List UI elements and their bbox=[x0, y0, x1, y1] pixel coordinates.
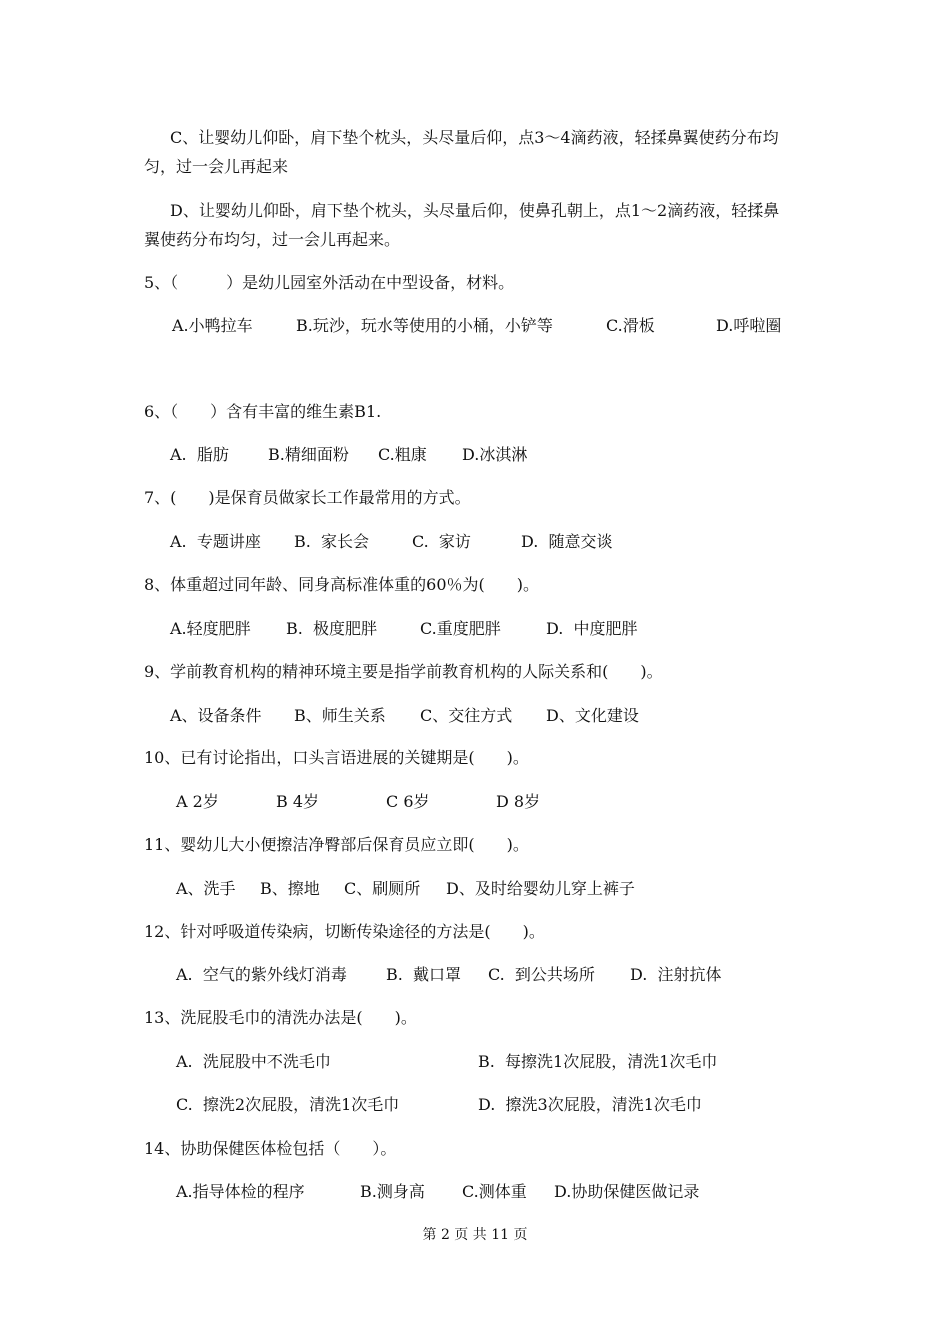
option-c-line-1: C、让婴幼儿仰卧，肩下垫个枕头，头尽量后仰，点3～4滴药液，轻揉鼻翼使药分布均 bbox=[170, 128, 779, 147]
q9-option-c: C、交往方式 bbox=[420, 706, 513, 725]
q11-option-d: D、及时给婴幼儿穿上裤子 bbox=[446, 879, 635, 898]
q8-option-d: D. 中度肥胖 bbox=[546, 619, 638, 638]
question-8: 8、体重超过同年龄、同身高标准体重的60％为( )。 bbox=[144, 575, 540, 594]
option-c-line-2: 匀，过一会儿再起来 bbox=[144, 157, 289, 176]
q13-option-a: A. 洗屁股中不洗毛巾 bbox=[176, 1052, 331, 1071]
q5-option-d: D.呼啦圈 bbox=[716, 316, 782, 335]
q14-option-d: D.协助保健医做记录 bbox=[554, 1182, 700, 1201]
question-13: 13、洗屁股毛巾的清洗办法是( )。 bbox=[144, 1008, 417, 1027]
q12-option-c: C. 到公共场所 bbox=[488, 965, 595, 984]
q13-option-d: D. 擦洗3次屁股，清洗1次毛巾 bbox=[478, 1095, 702, 1114]
q10-option-a: A 2岁 bbox=[176, 792, 219, 811]
q11-option-a: A、洗手 bbox=[176, 879, 236, 898]
q11-option-b: B、擦地 bbox=[260, 879, 320, 898]
q5-option-c: C.滑板 bbox=[606, 316, 655, 335]
q7-option-b: B. 家长会 bbox=[294, 532, 370, 551]
q9-option-a: A、设备条件 bbox=[170, 706, 262, 725]
q10-option-c: C 6岁 bbox=[386, 792, 430, 811]
q12-option-a: A. 空气的紫外线灯消毒 bbox=[176, 965, 347, 984]
q7-option-c: C. 家访 bbox=[412, 532, 471, 551]
question-6: 6、（ ）含有丰富的维生素B1. bbox=[144, 402, 382, 421]
question-9: 9、学前教育机构的精神环境主要是指学前教育机构的人际关系和( )。 bbox=[144, 662, 663, 681]
q8-option-c: C.重度肥胖 bbox=[420, 619, 501, 638]
q12-option-b: B. 戴口罩 bbox=[386, 965, 462, 984]
q14-option-b: B.测身高 bbox=[360, 1182, 425, 1201]
q7-option-d: D. 随意交谈 bbox=[521, 532, 613, 551]
q5-option-b: B.玩沙，玩水等使用的小桶，小铲等 bbox=[296, 316, 553, 335]
q12-option-d: D. 注射抗体 bbox=[630, 965, 722, 984]
q10-option-b: B 4岁 bbox=[276, 792, 320, 811]
question-10: 10、已有讨论指出，口头言语进展的关键期是( )。 bbox=[144, 748, 529, 767]
q7-option-a: A. 专题讲座 bbox=[170, 532, 261, 551]
q8-option-a: A.轻度肥胖 bbox=[170, 619, 251, 638]
option-d-line-1: D、让婴幼儿仰卧，肩下垫个枕头，头尽量后仰，使鼻孔朝上，点1～2滴药液，轻揉鼻 bbox=[170, 201, 780, 220]
q13-option-b: B. 每擦洗1次屁股，清洗1次毛巾 bbox=[478, 1052, 718, 1071]
question-7: 7、( )是保育员做家长工作最常用的方式。 bbox=[144, 488, 471, 507]
q5-option-a: A.小鸭拉车 bbox=[172, 316, 253, 335]
q9-option-d: D、文化建设 bbox=[546, 706, 639, 725]
q14-option-a: A.指导体检的程序 bbox=[176, 1182, 305, 1201]
q10-option-d: D 8岁 bbox=[496, 792, 541, 811]
page-footer: 第 2 页 共 11 页 bbox=[422, 1227, 528, 1243]
q11-option-c: C、刷厕所 bbox=[344, 879, 421, 898]
q6-option-d: D.冰淇淋 bbox=[462, 445, 528, 464]
question-11: 11、婴幼儿大小便擦洁净臀部后保育员应立即( )。 bbox=[144, 835, 529, 854]
q9-option-b: B、师生关系 bbox=[294, 706, 386, 725]
q6-option-c: C.粗康 bbox=[378, 445, 427, 464]
q6-option-b: B.精细面粉 bbox=[268, 445, 349, 464]
option-d-line-2: 翼使药分布均匀，过一会儿再起来。 bbox=[144, 230, 401, 249]
q8-option-b: B. 极度肥胖 bbox=[286, 619, 378, 638]
q6-option-a: A. 脂肪 bbox=[170, 445, 229, 464]
question-12: 12、针对呼吸道传染病，切断传染途径的方法是( )。 bbox=[144, 922, 545, 941]
q14-option-c: C.测体重 bbox=[462, 1182, 527, 1201]
question-14: 14、协助保健医体检包括（ ）。 bbox=[144, 1139, 397, 1158]
question-5: 5、（ ）是幼儿园室外活动在中型设备，材料。 bbox=[144, 273, 515, 292]
q13-option-c: C. 擦洗2次屁股，清洗1次毛巾 bbox=[176, 1095, 400, 1114]
